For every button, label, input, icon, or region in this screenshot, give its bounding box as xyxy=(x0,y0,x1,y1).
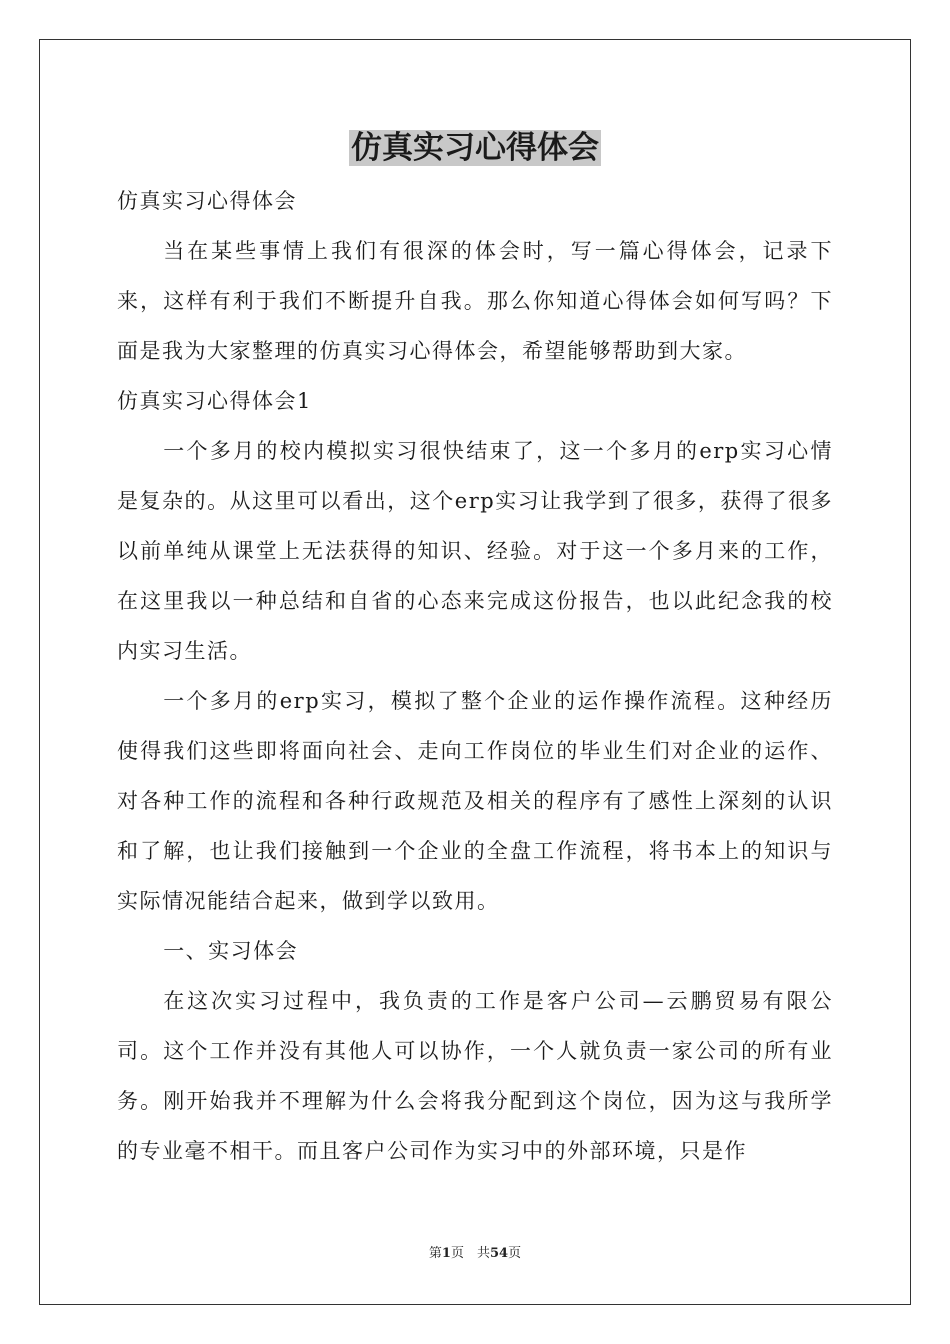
footer-suffix: 页 xyxy=(508,1246,522,1261)
paragraph: 一个多月的erp实习，模拟了整个企业的运作操作流程。这种经历使得我们这些即将面向社会、走向工作岗位的毕业生们对企业的运作、对各种工作的流程和各种行政规范及相关的程序有了感性上深刻的认识和了解，也让我们接触到一个企业的全盘工作流程，将书本上的知识与实际情况能结合起来，做到学以致用。 xyxy=(117,689,833,913)
page-footer xyxy=(0,1244,950,1264)
footer-middle: 页 共 xyxy=(450,1246,490,1261)
paragraph: 一个多月的校内模拟实习很快结束了，这一个多月的erp实习心情是复杂的。从这里可以看出，这个erp实习让我学到了很多，获得了很多以前单纯从课堂上无法获得的知识、经验。对于这一个多月来的工作，在这里我以一种总结和自省的心态来完成这份报告，也以此纪念我的校内实习生活。 xyxy=(117,439,833,663)
section-heading: 仿真实习心得体会1 xyxy=(117,389,312,413)
paragraph: 当在某些事情上我们有很深的体会时，写一篇心得体会，记录下来，这样有利于我们不断提升自我。那么你知道心得体会如何写吗？下面是我为大家整理的仿真实习心得体会，希望能够帮助到大家。 xyxy=(117,239,833,363)
paragraph: 仿真实习心得体会 xyxy=(117,189,297,213)
total-pages-number: 54 xyxy=(489,1246,509,1261)
document-title xyxy=(0,126,950,170)
subsection-heading: 一、实习体会 xyxy=(163,939,299,963)
footer-prefix: 第 xyxy=(428,1246,442,1261)
paragraph: 在这次实习过程中，我负责的工作是客户公司—云鹏贸易有限公司。这个工作并没有其他人可以协作，一个人就负责一家公司的所有业务。刚开始我并不理解为什么会将我分配到这个岗位，因为这与我所学的专业毫不相干。而且客户公司作为实习中的外部环境，只是作 xyxy=(117,989,833,1163)
document-body xyxy=(117,176,833,1176)
document-title-text: 仿真实习心得体会 xyxy=(351,130,599,166)
current-page-number: 1 xyxy=(441,1246,451,1261)
